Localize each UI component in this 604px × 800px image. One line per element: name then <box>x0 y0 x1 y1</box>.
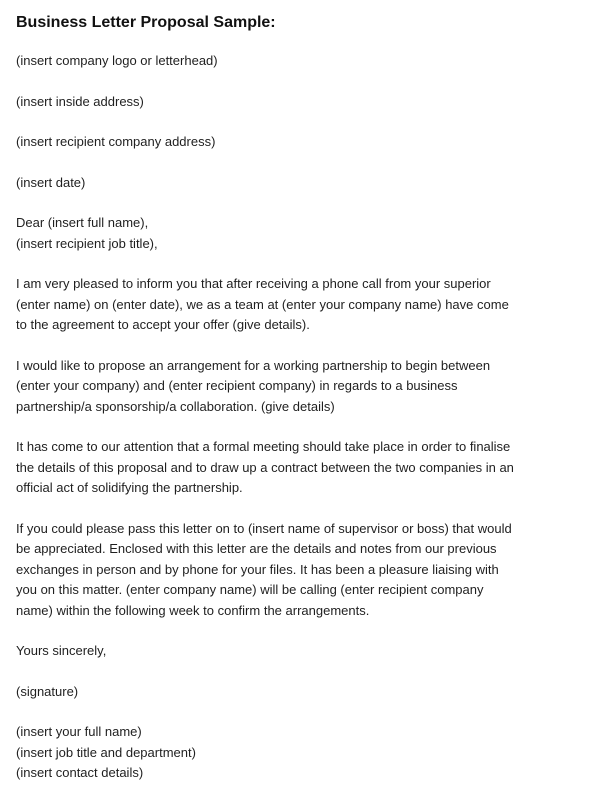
sender-contact: (insert contact details) <box>16 765 144 780</box>
recipient-address-placeholder: (insert recipient company address) <box>16 134 216 149</box>
sender-details <box>16 722 588 784</box>
paragraph-line: I would like to propose an arrangement for a working partnership to begin between <box>16 357 491 373</box>
paragraph-line: you on this matter. (enter company name) will be calling (enter recipient company <box>16 582 484 597</box>
logo-placeholder: (insert company logo or letterhead) <box>16 53 218 68</box>
sender-job-title: (insert job title and department) <box>16 744 196 760</box>
salutation <box>16 213 588 254</box>
paragraph-line: partnership/a sponsorship/a collaboration. (give details) <box>16 398 335 414</box>
paragraph-proposal <box>16 356 588 418</box>
paragraph-line: I am very pleased to inform you that after receiving a phone call from your superior <box>16 276 491 291</box>
closing: Yours sincerely, <box>16 643 107 658</box>
date-placeholder: (insert date) <box>16 174 86 190</box>
sender-name: (insert your full name) <box>16 724 142 739</box>
paragraph-line: be appreciated. Enclosed with this letter are the details and notes from our previous <box>16 541 497 556</box>
paragraph-line: (enter name) on (enter date), we as a team at (enter your company name) have come <box>16 296 509 312</box>
salutation-name: Dear (insert full name), <box>16 215 149 230</box>
paragraph-line: the details of this proposal and to draw up a contract between the two companies in an <box>16 459 514 475</box>
letter-body <box>16 51 588 784</box>
paragraph-line: (enter your company) and (enter recipient company) in regards to a business <box>16 378 458 393</box>
paragraph-line: It has come to our attention that a formal meeting should take place in order to finalise <box>16 439 511 454</box>
inside-address-placeholder: (insert inside address) <box>16 93 144 109</box>
salutation-job-title: (insert recipient job title), <box>16 235 158 251</box>
paragraph-forwarding <box>16 519 588 622</box>
page-title: Business Letter Proposal Sample: <box>16 14 276 31</box>
paragraph-line: name) within the following week to confirm the arrangements. <box>16 602 370 618</box>
paragraph-acceptance <box>16 274 588 336</box>
signature-placeholder: (signature) <box>16 683 79 699</box>
paragraph-line: to the agreement to accept your offer (give details). <box>16 317 310 332</box>
paragraph-line: official act of solidifying the partnership. <box>16 480 243 495</box>
paragraph-line: exchanges in person and by phone for your files. It has been a pleasure liaising with <box>16 561 499 577</box>
paragraph-line: If you could please pass this letter on to (insert name of supervisor or boss) that would <box>16 520 512 536</box>
paragraph-meeting <box>16 437 588 499</box>
